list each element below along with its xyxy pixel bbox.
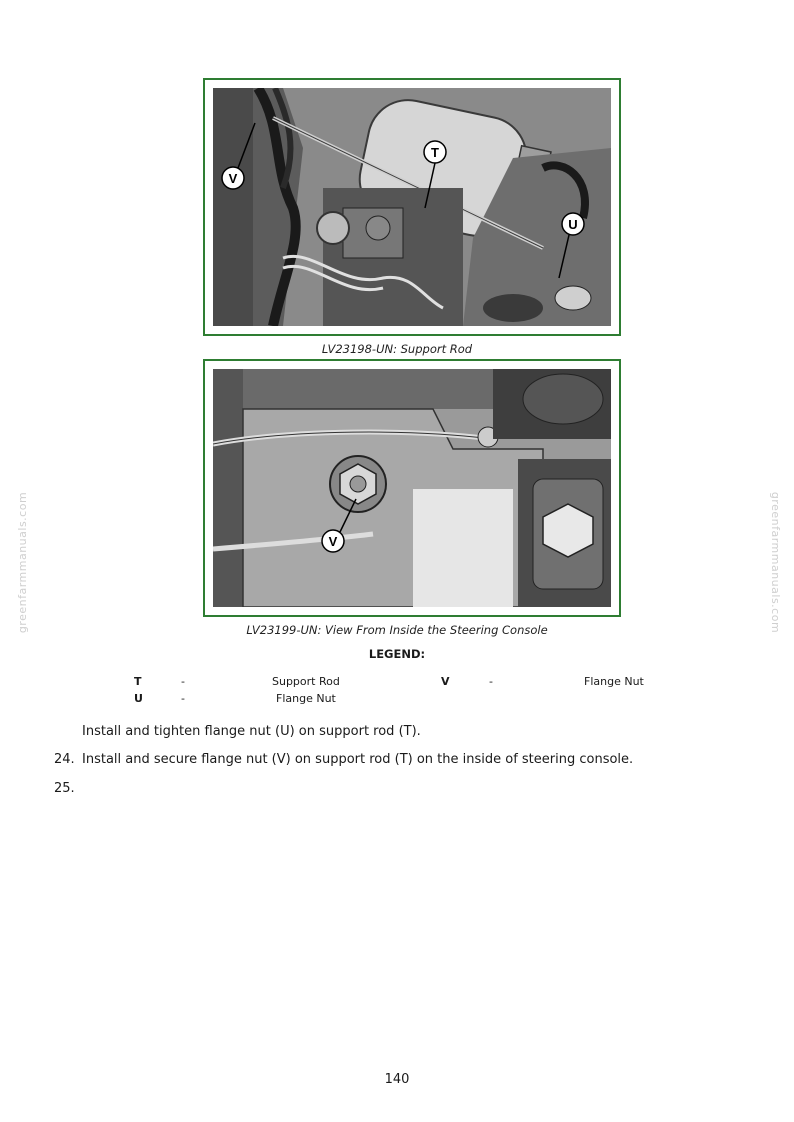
legend-label: Support Rod: [272, 675, 340, 688]
watermark-left: greenfarmmanuals.com: [16, 491, 30, 634]
step-text: Install and secure flange nut (V) on support rod (T) on the inside of steering console.: [82, 752, 634, 767]
legend-dash: -: [489, 675, 493, 688]
step-number: 25.: [54, 781, 75, 796]
svg-text:V: V: [228, 171, 238, 186]
svg-text:T: T: [431, 145, 439, 160]
step-text: Install and tighten flange nut (U) on support rod (T).: [82, 724, 421, 739]
svg-text:V: V: [328, 534, 338, 549]
legend-key: T: [134, 675, 142, 688]
legend-key: V: [441, 675, 450, 688]
support-rod-illustration: [213, 88, 611, 326]
steering-console-illustration: [213, 369, 611, 607]
page-number: 140: [384, 1072, 410, 1087]
figure-support-rod: [203, 78, 621, 336]
legend-label: Flange Nut: [584, 675, 644, 688]
figure-2-caption: LV23199-UN: View From Inside the Steering Console: [246, 623, 548, 637]
legend-key: U: [134, 692, 143, 705]
legend-label: Flange Nut: [276, 692, 336, 705]
legend-dash: -: [181, 675, 185, 688]
figure-1-caption: LV23198-UN: Support Rod: [321, 342, 473, 356]
svg-text:U: U: [568, 217, 578, 232]
watermark-right: greenfarmmanuals.com: [769, 491, 783, 634]
figure-steering-console: [203, 359, 621, 617]
step-number: 24.: [54, 752, 75, 767]
legend-title: LEGEND:: [368, 647, 426, 661]
legend-dash: -: [181, 692, 185, 705]
